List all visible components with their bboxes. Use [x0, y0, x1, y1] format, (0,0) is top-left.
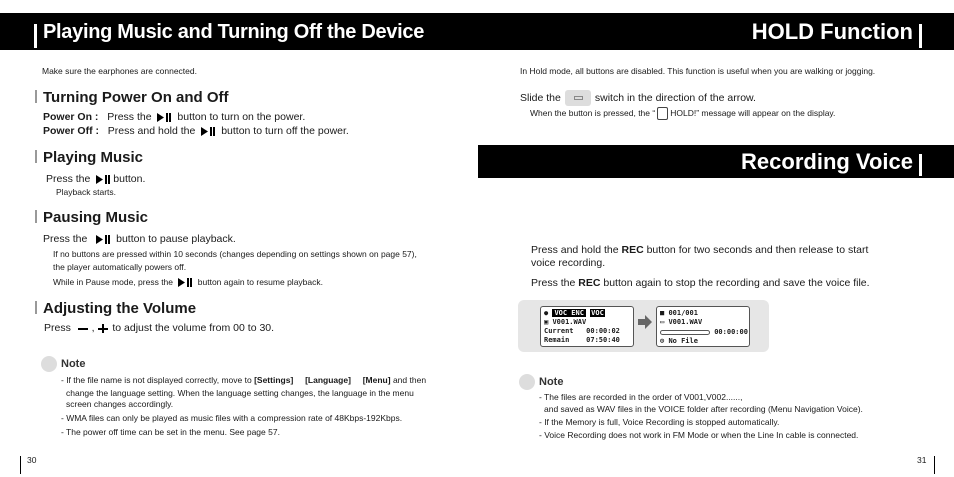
file-icon: ▣: [544, 318, 549, 326]
note-right-l2: and saved as WAV files in the VOICE folder after recording (Menu Navigation Voice).: [544, 404, 863, 414]
note-right-l4: - Voice Recording does not work in FM Mode or when the Line In cable is connected.: [539, 430, 859, 440]
play-pause-icon: [201, 127, 215, 136]
folder-icon: ▭: [660, 318, 665, 326]
arrow-right-icon: [638, 315, 652, 329]
left-banner-title: Playing Music and Turning Off the Device: [43, 21, 425, 43]
play-pause-icon: [178, 278, 192, 287]
pause-line: Press the button to pause playback.: [43, 233, 236, 245]
play-pause-icon: [96, 175, 110, 184]
pause-note-2: the player automatically powers off.: [53, 262, 187, 272]
lock-icon: [657, 107, 668, 120]
section-pausing-heading: Pausing Music: [35, 209, 148, 226]
banner-bar: [34, 24, 37, 48]
banner-bar: [919, 24, 922, 48]
plus-icon: [97, 324, 109, 333]
note-right-l1: - The files are recorded in the order of V001,V002......,: [539, 392, 743, 402]
page-number-right: 31: [917, 455, 927, 465]
intro-text: Make sure the earphones are connected.: [42, 66, 197, 76]
section-volume-heading: Adjusting the Volume: [35, 300, 196, 317]
rec-line-1: Press and hold the REC button for two seconds and then release to start: [531, 244, 869, 256]
power-on-line: Power On : Press the button to turn on the power.: [43, 111, 306, 123]
banner-bar: [919, 154, 922, 176]
note-title-right: Note: [539, 376, 564, 388]
note-title-left: Note: [61, 358, 86, 370]
section-playing-heading: Playing Music: [35, 149, 143, 166]
note-left-l2: change the language setting. When the language setting changes, the language in the menu: [66, 388, 414, 398]
playback-starts: Playback starts.: [56, 187, 116, 197]
lcd-recording-screen: ● VOC ENC VOC ▣ V001.WAV Current 00:00:02 Remain 07:50:40: [540, 306, 634, 347]
lcd-saved-screen: ■ 001/001 ▭ V001.WAV 00:00:00 ⊙ No File: [656, 306, 750, 347]
volume-line: Press , to adjust the volume from 00 to 30.: [44, 322, 275, 334]
page-rule-left: [20, 456, 21, 474]
hold-intro: In Hold mode, all buttons are disabled. This function is useful when you are walking or jogging.: [520, 66, 876, 76]
play-pause-icon: [157, 113, 171, 122]
recording-banner: [478, 145, 954, 178]
rec-line-3: Press the REC button again to stop the recording and save the voice file.: [531, 277, 870, 289]
note-icon: [519, 374, 535, 390]
search-icon: ⊙: [660, 337, 665, 345]
page-number-left: 30: [27, 455, 37, 465]
minus-icon: [77, 324, 89, 333]
right-banner: [477, 13, 954, 50]
note-left-l3: screen changes accordingly.: [66, 399, 174, 409]
section-power-heading: Turning Power On and Off: [35, 89, 229, 106]
note-left-l5: - The power off time can be set in the menu. See page 57.: [61, 427, 280, 437]
note-left-l1: - If the file name is not displayed correctly, move to [Settings] [Language] [Menu] and then: [61, 375, 427, 385]
note-icon: [41, 356, 57, 372]
rec-line-2: voice recording.: [531, 257, 606, 269]
pause-note-1: If no buttons are pressed within 10 seconds (changes depending on settings shown on page 57),: [53, 249, 417, 259]
page-rule-right: [934, 456, 935, 474]
hold-message-line: When the button is pressed, the “ HOLD!” message will appear on the display.: [530, 107, 835, 120]
recording-banner-title: Recording Voice: [741, 149, 913, 174]
left-banner: [0, 13, 477, 50]
power-off-line: Power Off : Press and hold the button to turn off the power.: [43, 125, 349, 137]
lcd-illustration: [518, 300, 769, 352]
resume-line: While in Pause mode, press the button again to resume playback.: [53, 277, 323, 287]
note-right-l3: - If the Memory is full, Voice Recording is stopped automatically.: [539, 417, 780, 427]
note-left-l4: - WMA files can only be played as music files with a compression rate of 48Kbps-192Kbps.: [61, 413, 403, 423]
play-line: Press the button.: [46, 173, 146, 185]
play-pause-icon: [96, 235, 110, 244]
right-banner-title: HOLD Function: [751, 19, 913, 44]
hold-switch-icon: [565, 90, 591, 106]
slide-line: Slide the switch in the direction of the arrow.: [520, 90, 756, 106]
